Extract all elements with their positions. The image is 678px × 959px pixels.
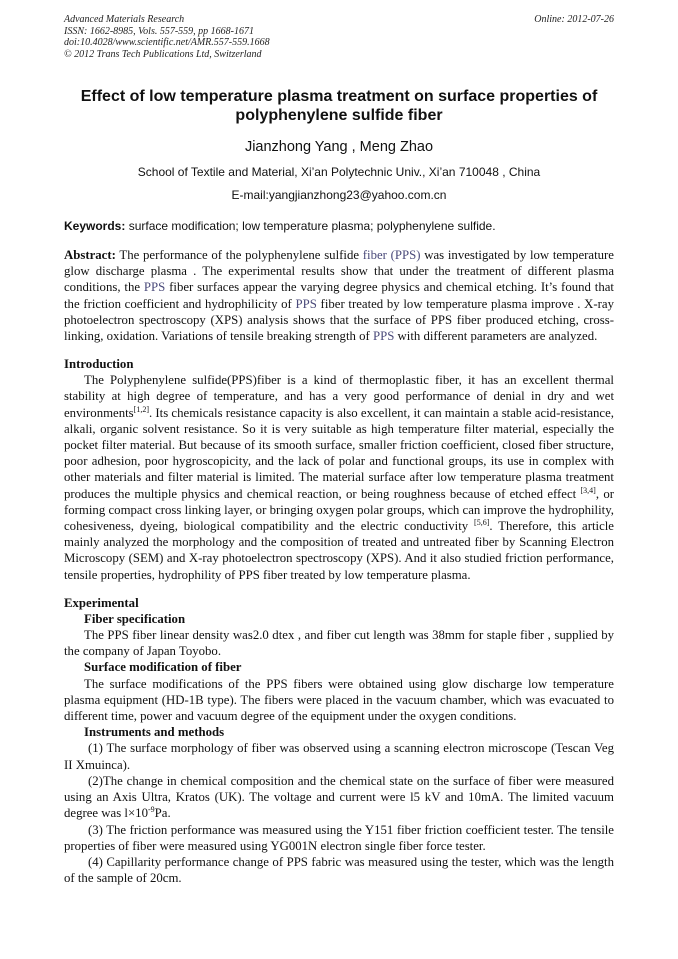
abstract-highlight-1: fiber (PPS) bbox=[362, 248, 421, 262]
method-2-exponent: -9 bbox=[147, 805, 155, 815]
authors: Jianzhong Yang , Meng Zhao bbox=[244, 139, 434, 155]
abstract bbox=[64, 247, 614, 344]
abstract-highlight-4: PPS bbox=[372, 329, 395, 344]
affiliation: School of Textile and Material, Xi’an Polytechnic Univ., Xi’an 710048 , China bbox=[137, 165, 541, 179]
online-date: Online: 2012-07-26 bbox=[534, 14, 614, 25]
abstract-label: Abstract: bbox=[64, 248, 116, 262]
intro-text-3: , or forming compact cross linking layer, or bringing oxygen polar groups, which can improve the hydrophility, cohesiveness, dyeing, biological compatibility and the electric conductivity bbox=[64, 486, 614, 534]
introduction-text bbox=[64, 372, 614, 583]
issn: ISSN: 1662-8985, Vols. 557-559, pp 1668-1671 bbox=[64, 25, 254, 37]
method-2 bbox=[64, 773, 614, 822]
keywords-text: surface modification; low temperature plasma; polyphenylene sulfide. bbox=[125, 219, 496, 233]
copyright: © 2012 Trans Tech Publications Ltd, Switzerland bbox=[64, 48, 262, 60]
abstract-text-5: with different parameters are analyzed. bbox=[394, 329, 598, 344]
surface-mod-text: The surface modifications of the PPS fibers were obtained using glow discharge low temperature plasma equipment (HD-1B type). The fibers were placed in the vacuum chamber, which was evacuated to different time, power and vacuum degree of the equipment under the oxygen conditions. bbox=[64, 676, 614, 724]
method-3: (3) The friction performance was measured using the Y151 fiber friction coefficient tester. The tensile properties of fiber were measured using YG001N electron single fiber force tester. bbox=[64, 822, 614, 853]
abstract-text-3: fiber surfaces appear the varying degree physics and chemical etching. It’s found that the friction coefficient and hydrophilicity of bbox=[64, 280, 614, 311]
intro-text-4: . Therefore, this article mainly analyzed the morphology and the composition of treated and untreated fiber by Scanning Electron Microscopy (SEM) and X-ray photoelectron spectroscopy (XPS). And it also studied friction performance, tensile properties, hydrophility of PPS fiber treated by low temperature plasma. bbox=[64, 519, 614, 582]
keywords bbox=[64, 219, 614, 233]
abstract-text-1: The performance of the polyphenylene sulfide bbox=[115, 248, 363, 262]
doi: doi:10.4028/www.scientific.net/AMR.557-559.1668 bbox=[64, 37, 270, 48]
fiber-spec-text: The PPS fiber linear density was2.0 dtex , and fiber cut length was 38mm for staple fiber , supplied by the company of Japan Toyobo. bbox=[64, 628, 614, 659]
method-1: (1) The surface morphology of fiber was observed using a scanning electron microscope (Tescan Veg II Xmuinca). bbox=[64, 741, 614, 772]
abstract-text-2: was investigated by low temperature glow discharge plasma . The experimental results show that under the treatment of different plasma conditions, the bbox=[64, 248, 614, 295]
citation-3: [5,6] bbox=[474, 518, 490, 528]
surface-mod-heading: Surface modification of fiber bbox=[84, 660, 242, 675]
abstract-text-4: fiber treated by low temperature plasma improve . X-ray photoelectron spectroscopy (XPS) analysis shows that the surface of PPS fiber produced etching, cross-linking, oxidation. Variations of tensile breaking strength of bbox=[64, 296, 614, 344]
abstract-highlight-3: PPS bbox=[295, 296, 317, 311]
introduction-heading: Introduction bbox=[64, 357, 134, 372]
paper-title: Effect of low temperature plasma treatment on surface properties of polyphenylene sulfide fiber bbox=[80, 88, 598, 124]
citation-1: [1,2] bbox=[133, 404, 149, 414]
fiber-spec-heading: Fiber specification bbox=[84, 611, 186, 626]
method-2-text: (2)The change in chemical composition and the chemical state on the surface of fiber were measured using an Axis Ultra, Kratos (UK). The voltage and current were l5 kV and 10mA. The limited vacuum degree was l×10 bbox=[64, 773, 614, 821]
instruments-heading: Instruments and methods bbox=[84, 725, 225, 740]
experimental-heading: Experimental bbox=[64, 595, 139, 610]
intro-text-2: . Its chemicals resistance capacity is also excellent, it can maintain a stable acid-resistance, alkali, organic solvent resistance. So it is very suitable as high temperature filter material, especially the pocket filter material. But because of its smooth surface, smaller friction coefficient, closed fiber structure, poor adhesion, poor hygroscopicity, and the lack of polar and functional groups, its use in complex with other materials and filter material is limited. The material surface after low temperature plasma treatment produces the multiple physics and chemical reaction, or being roughness because of etched effect bbox=[64, 405, 614, 501]
method-2-unit: Pa. bbox=[154, 806, 171, 821]
method-4: (4) Capillarity performance change of PPS fabric was measured using the tester, which was the length of the sample of 20cm. bbox=[64, 854, 614, 886]
journal-header bbox=[64, 14, 614, 60]
abstract-highlight-2: PPS bbox=[143, 280, 166, 295]
keywords-label: Keywords: bbox=[64, 219, 126, 233]
journal-name: Advanced Materials Research bbox=[64, 14, 185, 25]
email: E-mail:yangjianzhong23@yahoo.com.cn bbox=[231, 188, 447, 202]
citation-2: [3,4] bbox=[580, 485, 596, 495]
intro-text-1: The Polyphenylene sulfide(PPS)fiber is a kind of thermoplastic fiber, it has an excellent thermal stability at high degree of temperature, and has a very good performance of denial in dry and wet environments bbox=[64, 373, 614, 420]
